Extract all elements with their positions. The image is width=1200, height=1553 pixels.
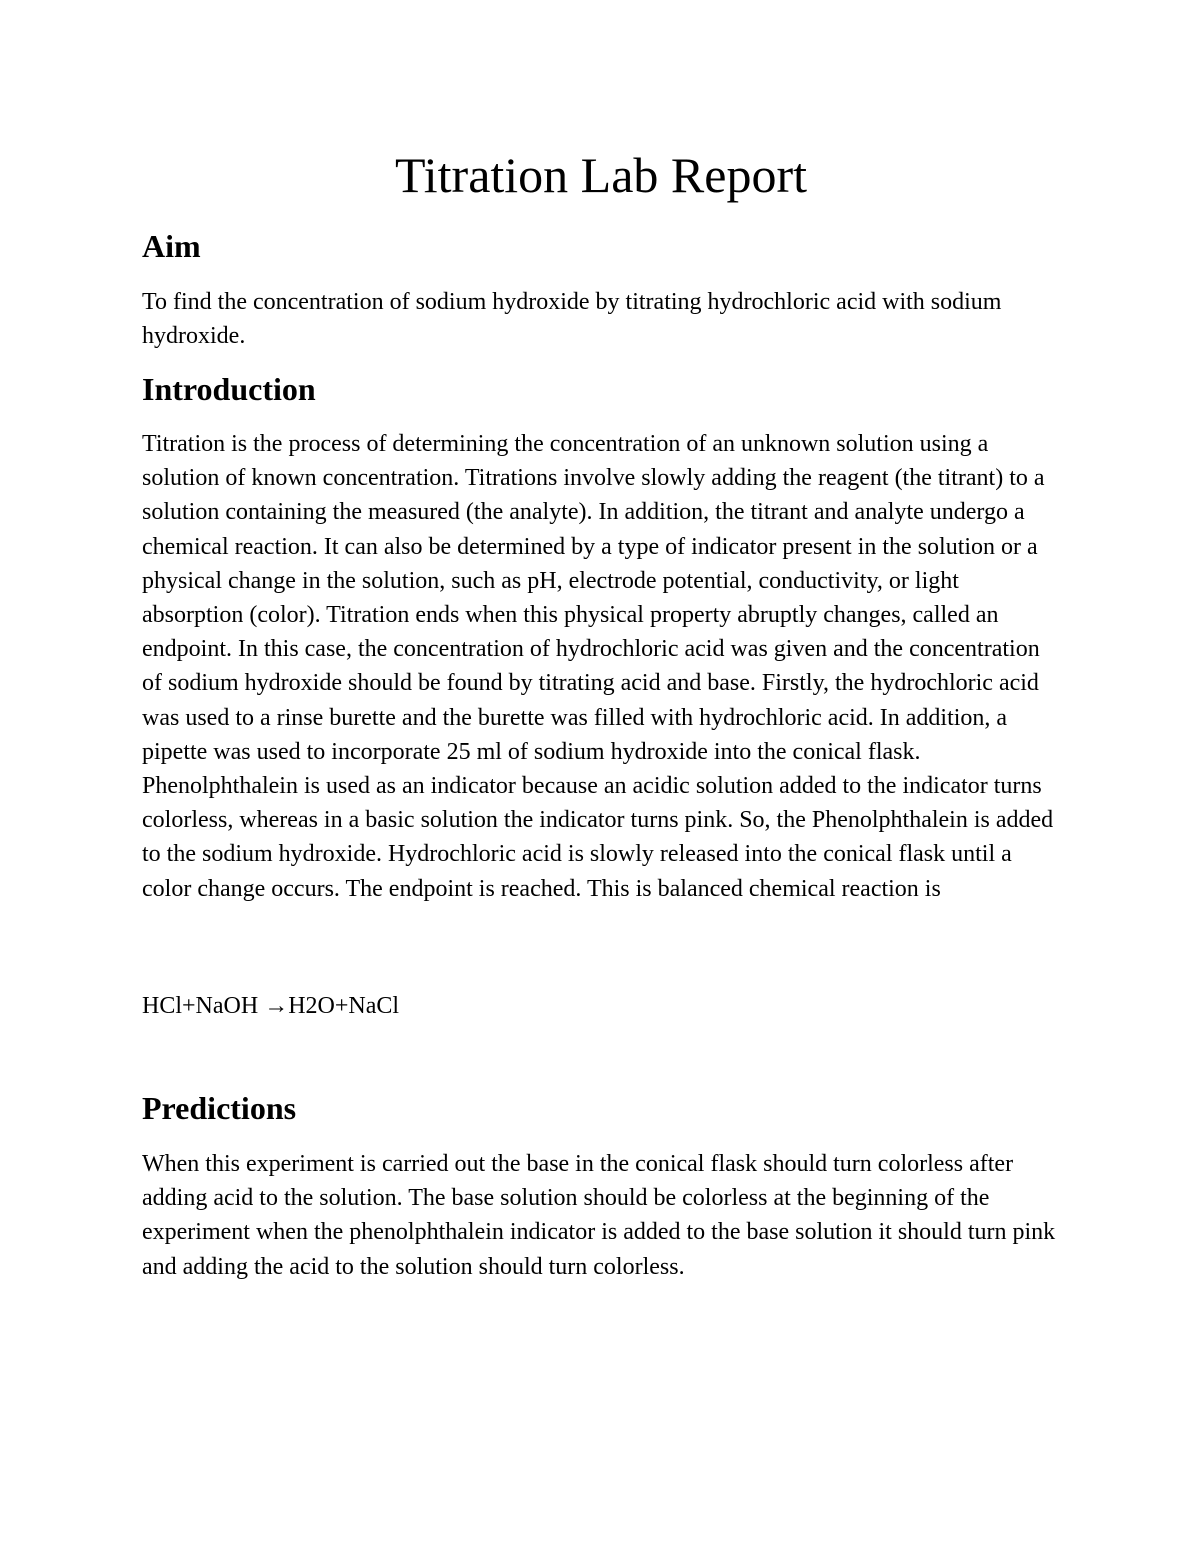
aim-paragraph: To find the concentration of sodium hydroxide by titrating hydrochloric acid with sodium hydroxide. — [142, 289, 1002, 350]
document-title: Titration Lab Report — [394, 147, 807, 203]
reaction-equation: HCl+NaOH →H2O+NaCl — [142, 993, 400, 1019]
introduction-heading: Introduction — [142, 371, 316, 407]
introduction-paragraph: Titration is the process of determining the concentration of an unknown solution using a solution of known concentration. Titrations involve slowly adding the reagent (the titrant) to a solution containing the measured (the analyte). In addition, the titrant and analyte undergo a chemical reaction. It can also be determined by a type of indicator present in the solution or a physical change in the solution, such as pH, electrode potential, conductivity, or light absorption (color). Titration ends when this physical property abruptly changes, called an endpoint. In this case, the concentration of hydrochloric acid was given and the concentration of sodium hydroxide should be found by titrating acid and base. Firstly, the hydrochloric acid was used to a rinse burette and the burette was filled with hydrochloric acid. In addition, a pipette was used to incorporate 25 ml of sodium hydroxide into the conical flask. Phenolphthalein is used as an indicator because an acidic solution added to the indicator turns colorless, whereas in a basic solution the indicator turns pink. So, the Phenolphthalein is added to the sodium hydroxide. Hydrochloric acid is slowly released into the conical flask until a color change occurs. The endpoint is reached. This is balanced chemical reaction is — [142, 431, 1054, 902]
predictions-heading: Predictions — [142, 1090, 297, 1126]
predictions-paragraph: When this experiment is carried out the base in the conical flask should turn colorless after adding acid to the solution. The base solution should be colorless at the beginning of the experiment when the phenolphthalein indicator is added to the base solution it should turn pink and adding the acid to the solution should turn colorless. — [142, 1151, 1056, 1280]
aim-heading: Aim — [142, 228, 201, 264]
